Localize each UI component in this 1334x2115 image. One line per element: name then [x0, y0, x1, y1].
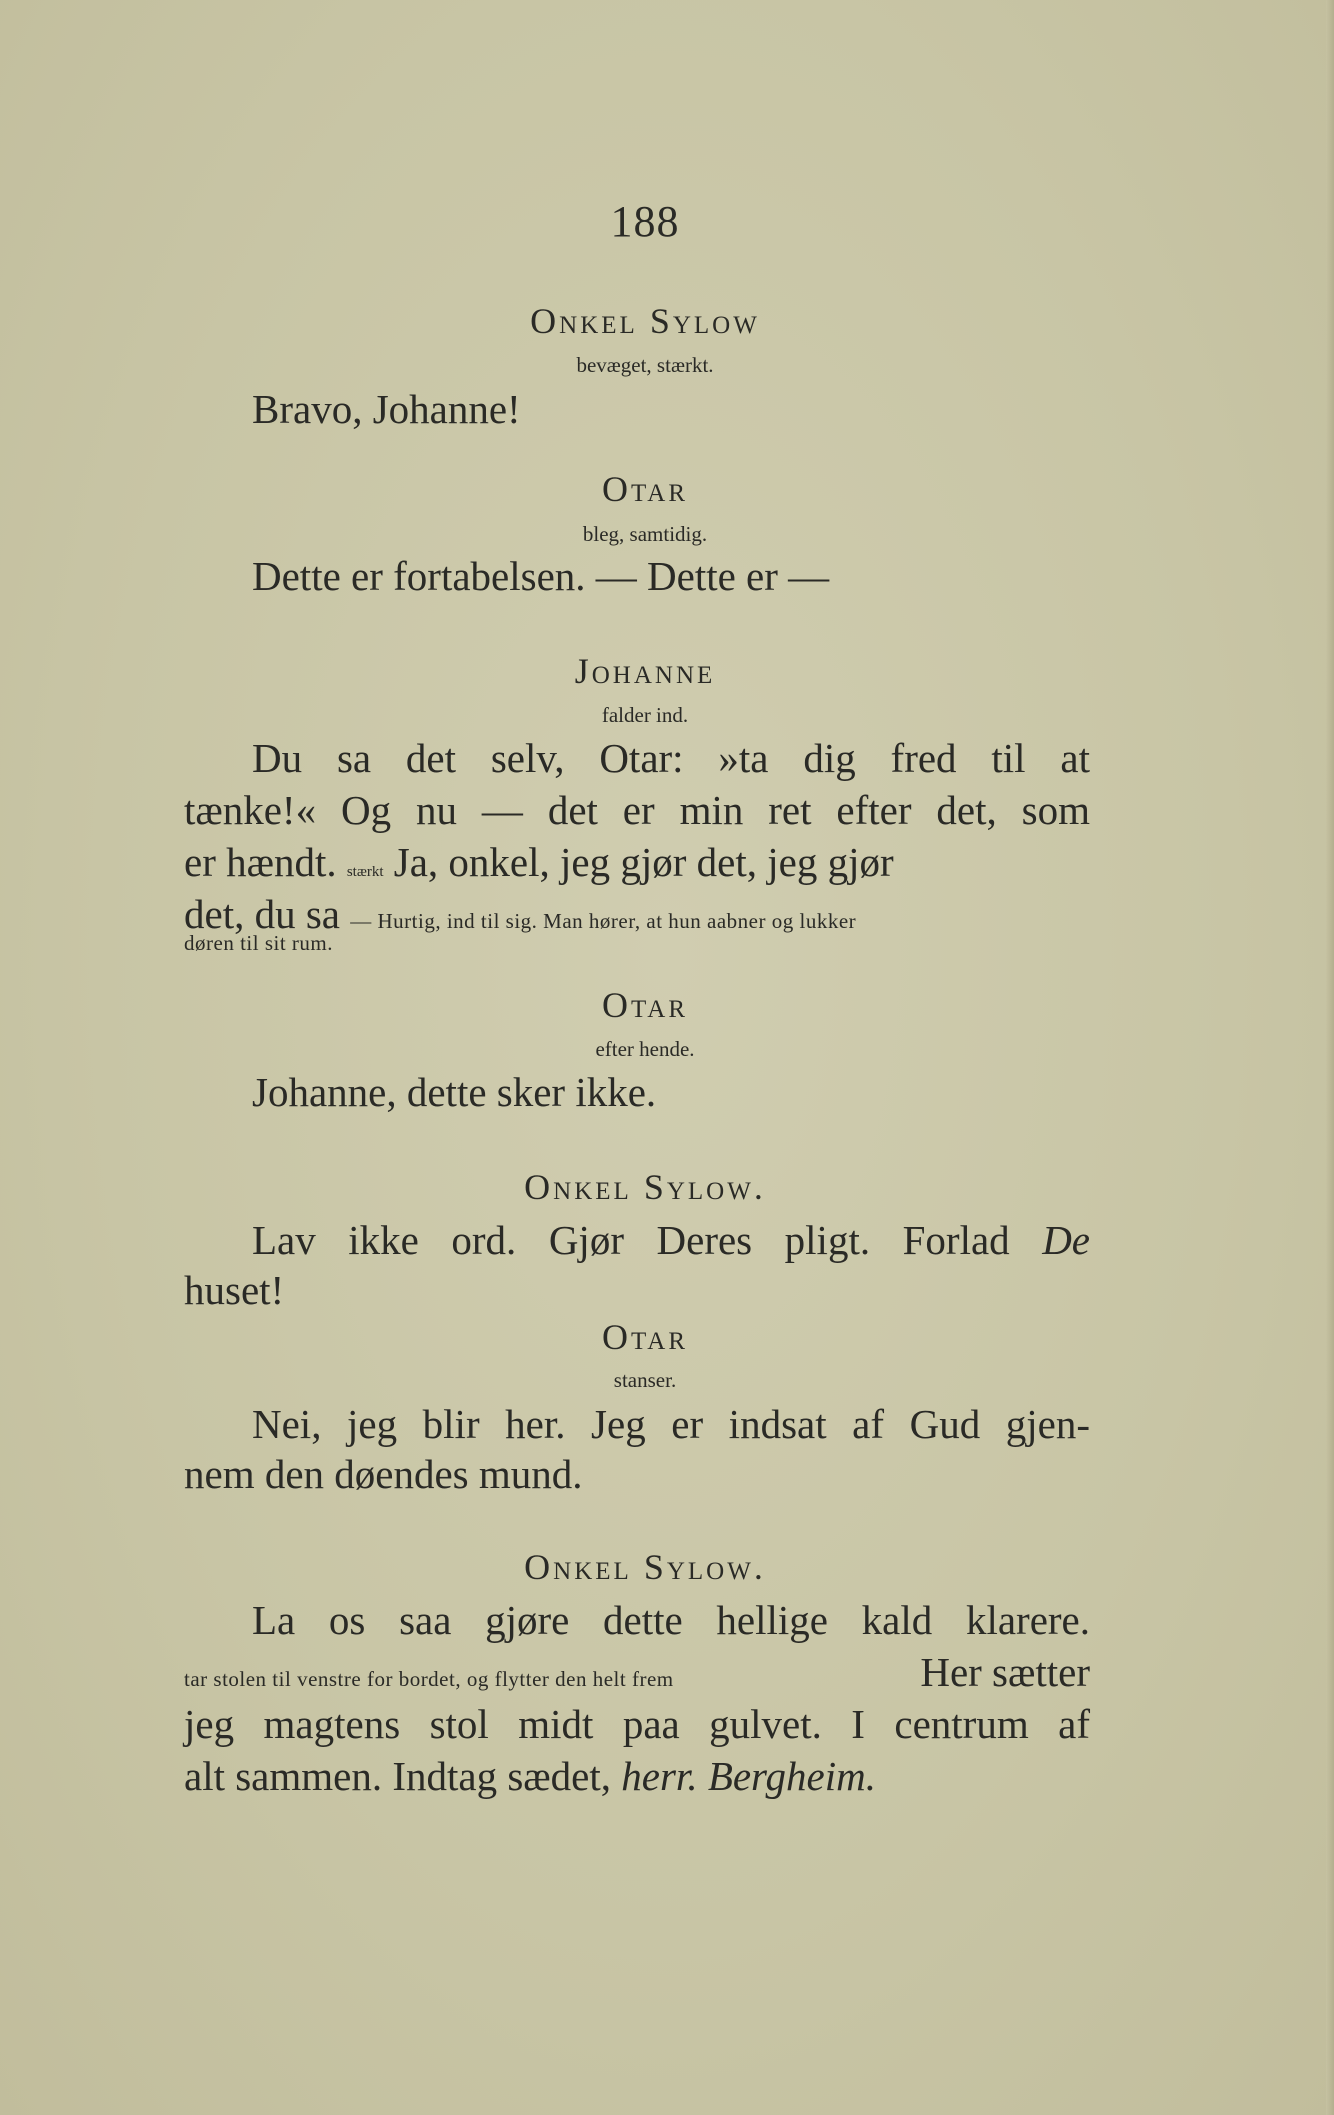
speaker-name: Johanne — [574, 651, 716, 691]
page-number: 188 — [610, 197, 680, 246]
dialogue-text: Ja, onkel, jeg gjør det, jeg gjør — [393, 839, 894, 885]
speaker-name: Otar — [602, 1317, 688, 1357]
speaker-name: Otar — [602, 469, 688, 509]
stage-direction-continued: døren til sit rum. — [184, 931, 333, 955]
inline-stage-direction: — Hurtig, ind til sig. Man hører, at hun aabner og lukker — [350, 909, 857, 933]
dialogue-line: Nei, jeg blir her. Jeg er indsat af Gud gjen- — [252, 1401, 1090, 1447]
dialogue-line — [184, 1646, 1090, 1705]
dialogue-line: nem den døendes mund. — [184, 1451, 583, 1497]
dialogue-line: huset! — [184, 1267, 285, 1313]
dialogue-line: jeg magtens stol midt paa gulvet. I centrum af — [184, 1701, 1090, 1747]
stage-direction: efter hende. — [595, 1037, 695, 1061]
dialogue-line: Johanne, dette sker ikke. — [252, 1069, 657, 1115]
stage-direction: bevæget, stærkt. — [576, 353, 714, 377]
dialogue-text: det, du sa — [184, 891, 340, 937]
dialogue-line: Dette er fortabelsen. — Dette er — — [252, 553, 830, 599]
dialogue-line: Bravo, Johanne! — [252, 386, 521, 432]
inline-stage-direction: stærkt — [346, 864, 384, 880]
dialogue-text: er hændt. — [184, 839, 337, 885]
dialogue-emphasis: De — [1042, 1217, 1090, 1263]
dialogue-text: alt sammen. Indtag sædet, — [184, 1753, 611, 1799]
speaker-name: Onkel Sylow — [530, 301, 760, 341]
speaker-name: Otar — [602, 985, 688, 1025]
dialogue-text: Lav ikke ord. Gjør Deres pligt. Forlad — [252, 1217, 1010, 1263]
speaker-name: Onkel Sylow. — [524, 1547, 766, 1587]
inline-stage-direction: tar stolen til venstre for bordet, og flytter den helt frem — [184, 1667, 674, 1691]
stage-direction: falder ind. — [601, 703, 689, 727]
page-edge — [1326, 0, 1334, 2115]
dialogue-line — [184, 1750, 1090, 1802]
dialogue-line: Du sa det selv, Otar: »ta dig fred til at — [252, 735, 1090, 781]
stage-direction: bleg, samtidig. — [582, 522, 708, 546]
dialogue-text: Her sætter — [920, 1649, 1090, 1695]
dialogue-line: tænke!« Og nu — det er min ret efter det, som — [184, 787, 1090, 833]
dialogue-line — [184, 1214, 1090, 1266]
dialogue-emphasis: herr. Bergheim. — [621, 1753, 876, 1799]
stage-direction: stanser. — [613, 1368, 677, 1392]
dialogue-line: La os saa gjøre dette hellige kald klarere. — [252, 1597, 1090, 1643]
speaker-name: Onkel Sylow. — [524, 1167, 766, 1207]
